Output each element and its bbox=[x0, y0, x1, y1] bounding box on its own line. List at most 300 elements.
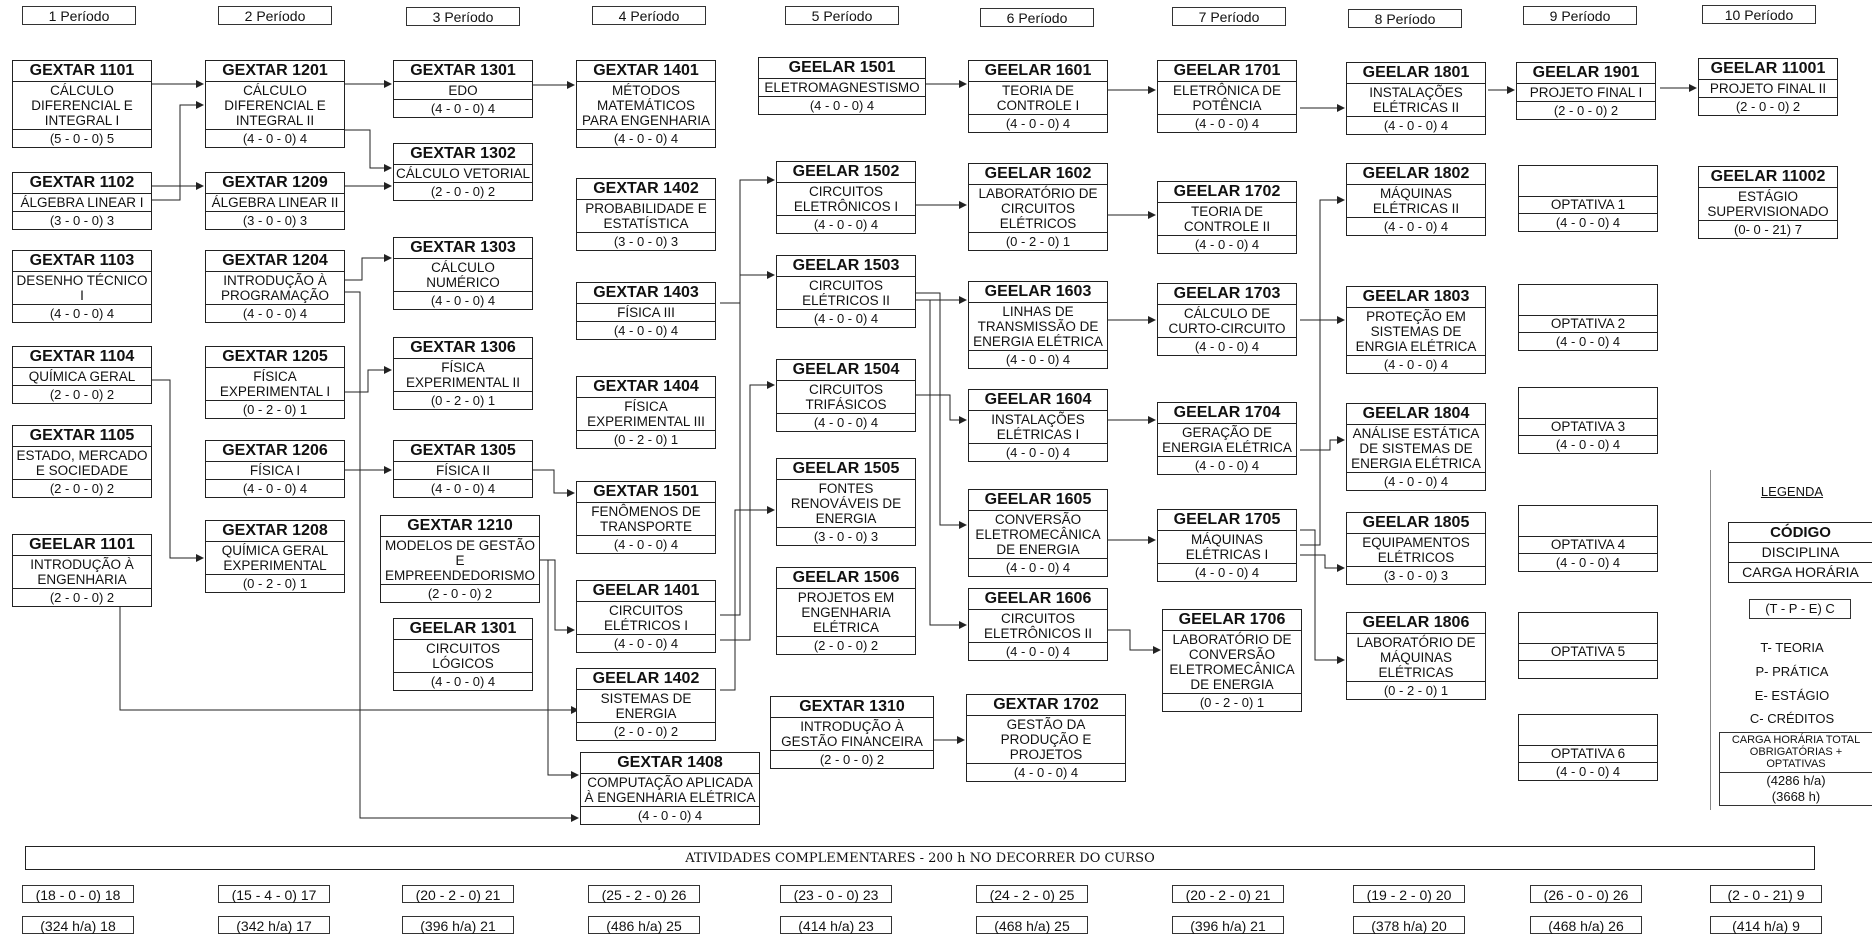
course-hours: (3 - 0 - 0) 3 bbox=[777, 527, 915, 545]
course-hours: (2 - 0 - 0) 2 bbox=[777, 636, 915, 654]
course-name: CIRCUITOS TRIFÁSICOS bbox=[805, 382, 887, 412]
course-hours: (0 - 2 - 0) 1 bbox=[577, 430, 715, 448]
prerequisite-arrow bbox=[152, 380, 203, 558]
course-name: MÁQUINAS ELÉTRICAS II bbox=[1372, 186, 1460, 216]
prerequisite-arrow bbox=[720, 385, 774, 640]
legend-workload: CARGA HORÁRIA bbox=[1729, 562, 1872, 582]
course-card-c1604 bbox=[968, 389, 1108, 462]
course-hours: (4 - 0 - 0) 4 bbox=[577, 634, 715, 652]
course-hours: (0 - 2 - 0) 1 bbox=[1163, 693, 1301, 711]
course-card-c1303 bbox=[393, 237, 533, 310]
course-card-c1802 bbox=[1346, 163, 1486, 236]
course-hours: (2 - 0 - 0) 2 bbox=[13, 385, 151, 403]
course-code: GEELAR 1503 bbox=[777, 256, 915, 277]
course-hours: (4 - 0 - 0) 4 bbox=[969, 642, 1107, 660]
course-code: GEELAR 11002 bbox=[1699, 167, 1837, 188]
course-name: CIRCUITOS LÓGICOS bbox=[425, 641, 500, 671]
course-name: CÁLCULO DIFERENCIAL E INTEGRAL II bbox=[224, 83, 326, 128]
period-credits: (24 - 2 - 0) 25 bbox=[976, 885, 1088, 903]
course-hours: (4 - 0 - 0) 4 bbox=[13, 304, 151, 322]
course-hours: (4 - 0 - 0) 4 bbox=[206, 129, 344, 147]
course-hours: (4 - 0 - 0) 4 bbox=[1347, 217, 1485, 235]
period-hours: (396 h/a) 21 bbox=[1172, 916, 1284, 934]
course-code: GEELAR 1502 bbox=[777, 162, 915, 183]
course-hours: (4 - 0 - 0) 4 bbox=[759, 96, 925, 114]
course-card-c1803 bbox=[1346, 286, 1486, 374]
course-card-c1702 bbox=[1157, 181, 1297, 254]
course-name: CÁLCULO DE CURTO-CIRCUITO bbox=[1168, 306, 1286, 336]
course-hours: (3 - 0 - 0) 3 bbox=[206, 211, 344, 229]
course-card-c1101 bbox=[12, 60, 152, 148]
period-credits: (15 - 4 - 0) 17 bbox=[218, 885, 330, 903]
legend-practice: P- PRÁTICA bbox=[1755, 664, 1829, 679]
legend-total-box bbox=[1719, 732, 1872, 806]
period-credits: (23 - 0 - 0) 23 bbox=[780, 885, 892, 903]
legend-card bbox=[1728, 522, 1872, 583]
course-card-c1401 bbox=[576, 60, 716, 148]
course-card-c1505 bbox=[776, 458, 916, 546]
optative-hours bbox=[1519, 660, 1657, 678]
course-code: GEELAR 1703 bbox=[1158, 284, 1296, 305]
course-card-c1209 bbox=[205, 172, 345, 230]
course-name: CÁLCULO NUMÉRICO bbox=[426, 260, 500, 290]
period-credits: (20 - 2 - 0) 21 bbox=[402, 885, 514, 903]
period-hours: (396 h/a) 21 bbox=[402, 916, 514, 934]
course-code: GEXTAR 1102 bbox=[13, 173, 151, 194]
course-hours: (2 - 0 - 0) 2 bbox=[1517, 101, 1655, 119]
course-hours: (4 - 0 - 0) 4 bbox=[394, 672, 532, 690]
course-hours: (2 - 0 - 0) 2 bbox=[771, 750, 933, 768]
period-7-header: 7 Período bbox=[1172, 7, 1286, 26]
legend-total-label: CARGA HORÁRIA TOTAL OBRIGATÓRIAS + OPTATIVAS bbox=[1720, 733, 1872, 773]
prerequisite-arrow bbox=[345, 130, 391, 168]
optative-name: OPTATIVA 6 bbox=[1519, 745, 1657, 762]
prerequisite-arrow bbox=[548, 560, 578, 775]
course-code: GEXTAR 1310 bbox=[771, 697, 933, 718]
course-code: GEELAR 1705 bbox=[1158, 510, 1296, 531]
course-hours: (4 - 0 - 0) 4 bbox=[967, 763, 1125, 781]
course-name: FÍSICA I bbox=[249, 463, 301, 478]
course-code: GEELAR 11001 bbox=[1699, 59, 1837, 80]
course-card-c1402 bbox=[576, 178, 716, 251]
course-code: GEELAR 1802 bbox=[1347, 164, 1485, 185]
course-hours: (2 - 0 - 0) 2 bbox=[13, 588, 151, 606]
optative-card bbox=[1518, 612, 1658, 679]
course-hours: (4 - 0 - 0) 4 bbox=[1347, 116, 1485, 134]
course-code: GEXTAR 1302 bbox=[394, 144, 532, 165]
course-code: GEXTAR 1403 bbox=[577, 283, 715, 304]
course-name: FÍSICA II bbox=[435, 463, 490, 478]
course-card-c1206 bbox=[205, 440, 345, 498]
optative-name: OPTATIVA 5 bbox=[1519, 643, 1657, 660]
course-card-c1603 bbox=[968, 281, 1108, 369]
course-name: CIRCUITOS ELETRÔNICOS II bbox=[983, 611, 1093, 641]
course-code: GEXTAR 1105 bbox=[13, 426, 151, 447]
course-hours: (0 - 2 - 0) 1 bbox=[1347, 681, 1485, 699]
course-card-c1104 bbox=[12, 346, 152, 404]
optative-card bbox=[1518, 165, 1658, 232]
course-code: GEXTAR 1303 bbox=[394, 238, 532, 259]
course-card-c1704 bbox=[1157, 402, 1297, 475]
course-card-c1801 bbox=[1346, 62, 1486, 135]
course-card-c1501x bbox=[576, 481, 716, 554]
course-card-c1502 bbox=[776, 161, 916, 234]
course-card-c1901 bbox=[1516, 62, 1656, 120]
course-code: GEELAR 1803 bbox=[1347, 287, 1485, 308]
legend-code: CÓDIGO bbox=[1770, 524, 1831, 541]
course-code: GEXTAR 1306 bbox=[394, 338, 532, 359]
course-name: TEORIA DE CONTROLE II bbox=[1183, 204, 1271, 234]
course-card-c1504 bbox=[776, 359, 916, 432]
prerequisite-arrow bbox=[345, 370, 391, 392]
course-code: GEXTAR 1201 bbox=[206, 61, 344, 82]
period-10-header: 10 Período bbox=[1702, 5, 1816, 24]
course-hours: (2 - 0 - 0) 2 bbox=[577, 722, 715, 740]
prerequisite-arrow bbox=[720, 275, 774, 615]
course-hours: (0 - 2 - 0) 1 bbox=[969, 232, 1107, 250]
optative-name: OPTATIVA 3 bbox=[1519, 418, 1657, 435]
period-hours: (378 h/a) 20 bbox=[1353, 916, 1465, 934]
course-card-c1208 bbox=[205, 520, 345, 593]
course-hours: (2 - 0 - 0) 2 bbox=[381, 584, 539, 602]
course-code: GEELAR 1601 bbox=[969, 61, 1107, 82]
course-name: ELETRÔNICA DE POTÊNCIA bbox=[1172, 83, 1282, 113]
course-code: GEXTAR 1401 bbox=[577, 61, 715, 82]
course-name: LABORATÓRIO DE CONVERSÃO ELETROMECÂNICA DE ENERGIA bbox=[1169, 632, 1295, 692]
prerequisite-arrow bbox=[916, 395, 966, 420]
course-code: GEELAR 1605 bbox=[969, 490, 1107, 511]
period-hours: (468 h/a) 26 bbox=[1530, 916, 1642, 934]
course-name: ÁLGEBRA LINEAR II bbox=[211, 195, 339, 210]
optative-name: OPTATIVA 2 bbox=[1519, 315, 1657, 332]
course-code: GEXTAR 1104 bbox=[13, 347, 151, 368]
course-code: GEXTAR 1501 bbox=[577, 482, 715, 503]
course-code: GEELAR 1501 bbox=[759, 58, 925, 79]
course-code: GEXTAR 1702 bbox=[967, 695, 1125, 716]
course-card-c11001 bbox=[1698, 58, 1838, 116]
course-hours: (3 - 0 - 0) 3 bbox=[13, 211, 151, 229]
course-name: DESENHO TÉCNICO I bbox=[16, 273, 148, 303]
period-hours: (414 h/a) 23 bbox=[780, 916, 892, 934]
period-hours: (324 h/a) 18 bbox=[22, 916, 134, 934]
optative-card bbox=[1518, 387, 1658, 454]
course-code: GEELAR 1702 bbox=[1158, 182, 1296, 203]
period-hours: (342 h/a) 17 bbox=[218, 916, 330, 934]
course-card-c1705 bbox=[1157, 509, 1297, 582]
prerequisite-arrow bbox=[916, 293, 966, 525]
course-hours: (3 - 0 - 0) 3 bbox=[1347, 566, 1485, 584]
period-credits: (26 - 0 - 0) 26 bbox=[1530, 885, 1642, 903]
course-hours: (4 - 0 - 0) 4 bbox=[1158, 456, 1296, 474]
course-code: GEELAR 1603 bbox=[969, 282, 1107, 303]
course-name: LABORATÓRIO DE MÁQUINAS ELÉTRICAS bbox=[1356, 635, 1476, 680]
course-hours: (4 - 0 - 0) 4 bbox=[1347, 472, 1485, 490]
course-code: GEELAR 1504 bbox=[777, 360, 915, 381]
course-card-c1602 bbox=[968, 163, 1108, 251]
prerequisite-arrow bbox=[1300, 530, 1344, 660]
course-name: EDO bbox=[448, 83, 478, 98]
course-hours: (4 - 0 - 0) 4 bbox=[777, 413, 915, 431]
period-credits: (18 - 0 - 0) 18 bbox=[22, 885, 134, 903]
course-name: ÁLGEBRA LINEAR I bbox=[20, 195, 144, 210]
period-5-header: 5 Período bbox=[785, 6, 899, 25]
prerequisite-arrow bbox=[720, 180, 774, 303]
course-name: EQUIPAMENTOS ELÉTRICOS bbox=[1362, 535, 1470, 565]
course-name: FONTES RENOVÁVEIS DE ENERGIA bbox=[790, 481, 902, 526]
course-code: GEELAR 1704 bbox=[1158, 403, 1296, 424]
course-hours: (0 - 2 - 0) 1 bbox=[394, 391, 532, 409]
course-card-c1606 bbox=[968, 588, 1108, 661]
course-code: GEELAR 1604 bbox=[969, 390, 1107, 411]
course-hours: (4 - 0 - 0) 4 bbox=[969, 558, 1107, 576]
course-code: GEXTAR 1305 bbox=[394, 441, 532, 462]
prerequisite-arrow bbox=[1108, 630, 1160, 650]
course-code: GEELAR 1806 bbox=[1347, 613, 1485, 634]
course-hours: (4 - 0 - 0) 4 bbox=[1158, 563, 1296, 581]
course-code: GEELAR 1301 bbox=[394, 619, 532, 640]
course-card-c1103 bbox=[12, 250, 152, 323]
course-card-c1306 bbox=[393, 337, 533, 410]
period-9-header: 9 Período bbox=[1523, 6, 1637, 25]
course-name: PROTEÇÃO EM SISTEMAS DE ENRGIA ELÉTRICA bbox=[1355, 309, 1477, 354]
course-card-c1408 bbox=[580, 752, 760, 825]
course-name: FÍSICA EXPERIMENTAL II bbox=[405, 360, 521, 390]
course-code: GEELAR 1506 bbox=[777, 568, 915, 589]
course-card-c1506 bbox=[776, 567, 916, 655]
course-card-c1305 bbox=[393, 440, 533, 498]
course-code: GEELAR 1602 bbox=[969, 164, 1107, 185]
course-code: GEXTAR 1101 bbox=[13, 61, 151, 82]
period-hours: (468 h/a) 25 bbox=[976, 916, 1088, 934]
course-code: GEXTAR 1404 bbox=[577, 377, 715, 398]
course-name: PROJETOS EM ENGENHARIA ELÉTRICA bbox=[797, 590, 895, 635]
optative-hours: (4 - 0 - 0) 4 bbox=[1519, 553, 1657, 571]
course-name: CONVERSÃO ELETROMECÂNICA DE ENERGIA bbox=[975, 512, 1101, 557]
period-4-header: 4 Período bbox=[592, 6, 706, 25]
course-name: MÁQUINAS ELÉTRICAS I bbox=[1185, 532, 1269, 562]
course-hours: (0- 0 - 21) 7 bbox=[1699, 220, 1837, 238]
course-name: ESTÁGIO SUPERVISIONADO bbox=[1707, 189, 1829, 219]
course-hours: (4 - 0 - 0) 4 bbox=[1158, 114, 1296, 132]
course-name: QUÍMICA GERAL bbox=[28, 369, 136, 384]
course-card-c1404 bbox=[576, 376, 716, 449]
course-hours: (4 - 0 - 0) 4 bbox=[581, 806, 759, 824]
complementary-activities-bar: ATIVIDADES COMPLEMENTARES - 200 h NO DECORRER DO CURSO bbox=[25, 846, 1815, 870]
course-card-c1401b bbox=[576, 580, 716, 653]
course-card-c1706 bbox=[1162, 609, 1302, 712]
course-name: CÁLCULO VETORIAL bbox=[395, 166, 531, 181]
course-card-c1310 bbox=[770, 696, 934, 769]
legend bbox=[1710, 470, 1872, 810]
course-code: GEXTAR 1402 bbox=[577, 179, 715, 200]
course-card-c1205 bbox=[205, 346, 345, 419]
course-card-c1210 bbox=[380, 515, 540, 603]
prerequisite-arrow bbox=[530, 470, 574, 493]
course-hours: (4 - 0 - 0) 4 bbox=[969, 443, 1107, 461]
course-card-c1501 bbox=[758, 57, 926, 115]
course-name: MÉTODOS MATEMÁTICOS PARA ENGENHARIA bbox=[581, 83, 711, 128]
course-hours: (4 - 0 - 0) 4 bbox=[577, 321, 715, 339]
optative-name: OPTATIVA 1 bbox=[1519, 196, 1657, 213]
course-name: FÍSICA EXPERIMENTAL I bbox=[219, 369, 331, 399]
course-name: FENÔMENOS DE TRANSPORTE bbox=[591, 504, 701, 534]
course-hours: (4 - 0 - 0) 4 bbox=[969, 114, 1107, 132]
course-name: CÁLCULO DIFERENCIAL E INTEGRAL I bbox=[31, 83, 133, 128]
course-name: FÍSICA EXPERIMENTAL III bbox=[587, 399, 705, 429]
course-code: GEELAR 1401 bbox=[577, 581, 715, 602]
course-hours: (4 - 0 - 0) 4 bbox=[206, 304, 344, 322]
course-code: GEELAR 1101 bbox=[13, 535, 151, 556]
legend-theory: T- TEORIA bbox=[1760, 640, 1824, 655]
period-credits: (25 - 2 - 0) 26 bbox=[588, 885, 700, 903]
course-code: GEELAR 1901 bbox=[1517, 63, 1655, 84]
course-card-c1105 bbox=[12, 425, 152, 498]
period-hours: (414 h/a) 9 bbox=[1710, 916, 1822, 934]
prerequisite-arrow bbox=[1300, 440, 1344, 450]
course-code: GEELAR 1402 bbox=[577, 669, 715, 690]
course-code: GEXTAR 1205 bbox=[206, 347, 344, 368]
prerequisite-arrow bbox=[916, 300, 966, 625]
prerequisite-arrow bbox=[720, 510, 774, 690]
course-name: CIRCUITOS ELÉTRICOS I bbox=[603, 603, 689, 633]
course-card-c11002 bbox=[1698, 166, 1838, 239]
course-name: FÍSICA III bbox=[617, 305, 675, 320]
course-code: GEXTAR 1208 bbox=[206, 521, 344, 542]
course-name: ELETROMAGNESTISMO bbox=[764, 80, 920, 95]
course-hours: (4 - 0 - 0) 4 bbox=[394, 291, 532, 309]
course-hours: (2 - 0 - 0) 2 bbox=[1699, 97, 1837, 115]
course-hours: (4 - 0 - 0) 4 bbox=[1158, 337, 1296, 355]
course-code: GEXTAR 1209 bbox=[206, 173, 344, 194]
course-code: GEXTAR 1210 bbox=[381, 516, 539, 537]
course-card-c1702x bbox=[966, 694, 1126, 782]
course-name: MODELOS DE GESTÃO E EMPREENDEDORISMO bbox=[384, 538, 536, 583]
course-hours: (4 - 0 - 0) 4 bbox=[1158, 235, 1296, 253]
period-credits: (20 - 2 - 0) 21 bbox=[1172, 885, 1284, 903]
prerequisite-arrow bbox=[1300, 200, 1344, 545]
period-credits: (2 - 0 - 21) 9 bbox=[1710, 885, 1822, 903]
course-card-c1102 bbox=[12, 172, 152, 230]
period-6-header: 6 Período bbox=[980, 8, 1094, 27]
course-hours: (3 - 0 - 0) 3 bbox=[577, 232, 715, 250]
course-hours: (4 - 0 - 0) 4 bbox=[394, 479, 532, 497]
period-credits: (19 - 2 - 0) 20 bbox=[1353, 885, 1465, 903]
course-hours: (4 - 0 - 0) 4 bbox=[577, 535, 715, 553]
course-name: INSTALAÇÕES ELÉTRICAS II bbox=[1369, 85, 1463, 115]
course-card-c1204 bbox=[205, 250, 345, 323]
course-name: ESTADO, MERCADO E SOCIEDADE bbox=[16, 448, 148, 478]
optative-card bbox=[1518, 505, 1658, 572]
course-card-c1201 bbox=[205, 60, 345, 148]
course-name: SISTEMAS DE ENERGIA bbox=[600, 691, 692, 721]
optative-hours: (4 - 0 - 0) 4 bbox=[1519, 332, 1657, 350]
legend-total-ha: (4286 h/a) bbox=[1766, 773, 1826, 788]
course-hours: (4 - 0 - 0) 4 bbox=[577, 129, 715, 147]
course-card-c1601 bbox=[968, 60, 1108, 133]
course-name: LABORATÓRIO DE CIRCUITOS ELÉTRICOS bbox=[978, 186, 1098, 231]
optative-card bbox=[1518, 284, 1658, 351]
period-8-header: 8 Período bbox=[1348, 9, 1462, 28]
optative-hours: (4 - 0 - 0) 4 bbox=[1519, 762, 1657, 780]
prerequisite-arrow bbox=[345, 258, 391, 280]
course-hours: (4 - 0 - 0) 4 bbox=[394, 99, 532, 117]
course-name: ANÁLISE ESTÁTICA DE SISTEMAS DE ENERGIA ELÉTRICA bbox=[1351, 426, 1481, 471]
course-card-c1101b bbox=[12, 534, 152, 607]
course-hours: (4 - 0 - 0) 4 bbox=[969, 350, 1107, 368]
course-card-c1701 bbox=[1157, 60, 1297, 133]
course-code: GEXTAR 1206 bbox=[206, 441, 344, 462]
course-hours: (4 - 0 - 0) 4 bbox=[1347, 355, 1485, 373]
course-code: GEXTAR 1103 bbox=[13, 251, 151, 272]
course-card-c1301 bbox=[393, 60, 533, 118]
course-hours: (4 - 0 - 0) 4 bbox=[777, 309, 915, 327]
course-card-c1403 bbox=[576, 282, 716, 340]
course-card-c1605 bbox=[968, 489, 1108, 577]
legend-title: LEGENDA bbox=[1760, 484, 1824, 499]
course-card-c1302 bbox=[393, 143, 533, 201]
course-name: CIRCUITOS ELÉTRICOS II bbox=[802, 278, 890, 308]
course-name: LINHAS DE TRANSMISSÃO DE ENERGIA ELÉTRICA bbox=[973, 304, 1103, 349]
course-name: INTRODUÇÃO À ENGENHARIA bbox=[30, 557, 134, 587]
period-hours: (486 h/a) 25 bbox=[588, 916, 700, 934]
course-hours: (2 - 0 - 0) 2 bbox=[394, 182, 532, 200]
course-card-c1503 bbox=[776, 255, 916, 328]
prerequisite-arrow bbox=[1300, 555, 1344, 568]
course-name: TEORIA DE CONTROLE I bbox=[996, 83, 1080, 113]
course-code: GEXTAR 1301 bbox=[394, 61, 532, 82]
course-card-c1805 bbox=[1346, 512, 1486, 585]
course-name: PROBABILIDADE E ESTATÍSTICA bbox=[585, 201, 707, 231]
course-name: COMPUTAÇÃO APLICADA À ENGENHARIA ELÉTRICA bbox=[584, 775, 756, 805]
optative-card bbox=[1518, 714, 1658, 781]
legend-credits: C- CRÉDITOS bbox=[1749, 711, 1835, 726]
course-hours: (0 - 2 - 0) 1 bbox=[206, 400, 344, 418]
course-name: PROJETO FINAL II bbox=[1709, 81, 1827, 96]
course-hours: (5 - 0 - 0) 5 bbox=[13, 129, 151, 147]
course-name: CIRCUITOS ELETRÔNICOS I bbox=[793, 184, 899, 214]
optative-name: OPTATIVA 4 bbox=[1519, 536, 1657, 553]
period-3-header: 3 Período bbox=[406, 7, 520, 26]
optative-hours: (4 - 0 - 0) 4 bbox=[1519, 435, 1657, 453]
legend-discipline: DISCIPLINA bbox=[1729, 542, 1872, 562]
period-1-header: 1 Período bbox=[22, 6, 136, 25]
course-name: INTRODUÇÃO À GESTÃO FINANCEIRA bbox=[781, 719, 923, 749]
course-name: PROJETO FINAL I bbox=[1529, 85, 1643, 100]
course-hours: (4 - 0 - 0) 4 bbox=[206, 479, 344, 497]
course-name: GERAÇÃO DE ENERGIA ELÉTRICA bbox=[1162, 425, 1292, 455]
course-code: GEELAR 1805 bbox=[1347, 513, 1485, 534]
course-code: GEXTAR 1408 bbox=[581, 753, 759, 774]
course-name: QUÍMICA GERAL EXPERIMENTAL bbox=[221, 543, 329, 573]
optative-hours: (4 - 0 - 0) 4 bbox=[1519, 213, 1657, 231]
course-hours: (0 - 2 - 0) 1 bbox=[206, 574, 344, 592]
legend-tpec: (T - P - E) C bbox=[1749, 599, 1851, 619]
course-card-c1703 bbox=[1157, 283, 1297, 356]
course-hours: (4 - 0 - 0) 4 bbox=[777, 215, 915, 233]
course-card-c1804 bbox=[1346, 403, 1486, 491]
course-name: GESTÃO DA PRODUÇÃO E PROJETOS bbox=[1000, 717, 1092, 762]
course-code: GEELAR 1701 bbox=[1158, 61, 1296, 82]
course-code: GEXTAR 1204 bbox=[206, 251, 344, 272]
legend-internship: E- ESTÁGIO bbox=[1754, 688, 1830, 703]
course-code: GEELAR 1706 bbox=[1163, 610, 1301, 631]
course-name: INSTALAÇÕES ELÉTRICAS I bbox=[991, 412, 1085, 442]
period-2-header: 2 Período bbox=[218, 6, 332, 25]
course-code: GEELAR 1801 bbox=[1347, 63, 1485, 84]
course-card-c1402b bbox=[576, 668, 716, 741]
course-card-c1806 bbox=[1346, 612, 1486, 700]
course-hours: (2 - 0 - 0) 2 bbox=[13, 479, 151, 497]
